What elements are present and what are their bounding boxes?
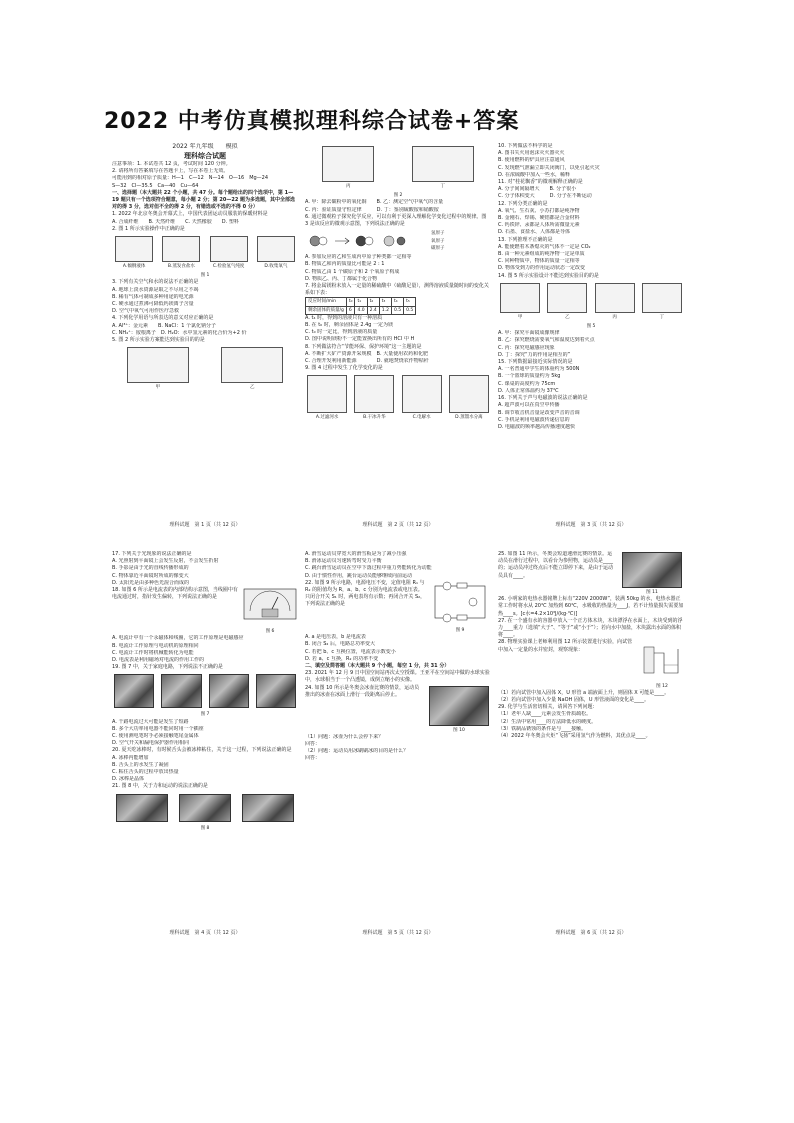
option: D. 太阳光是由多种色光混合而成的: [112, 579, 190, 586]
fig-caption: 图 12: [656, 683, 668, 689]
option: C. 分子体积变大 D. 分子在不断运动: [498, 193, 592, 200]
option: C. NH₄⁺：铵根离子 D. H₂O：水中氢元素的化合价为+2 价: [112, 329, 247, 336]
molecule-diagram: [305, 230, 491, 252]
option: D. 丁：探究“力的作用是相互的”: [498, 351, 571, 358]
p3-q13: 13. 下列推理不正确的是: [498, 236, 553, 243]
p3-q14: 14. 图 5 所示实验设计不能达到实验目的的是: [498, 272, 599, 279]
option: A. 氧气、生石灰、小苏打都是纯净物: [498, 207, 580, 214]
page-footer: 理科试题 第 4 页（共 12 页）: [169, 929, 241, 936]
p1-note: S—32 Cl—35.5 Ca—40 Cu—64: [112, 182, 199, 189]
fig-label: A.倾倒液体: [122, 264, 146, 270]
option: B. 滑冰运动员匀速转弯时受力平衡: [305, 558, 382, 565]
fig-label: B.蒸发食盐水: [167, 264, 195, 270]
fig-caption: 图 6: [265, 629, 275, 635]
option: C. 丙：验证质量守恒定律 D. 丁：鉴别硫酸铵和硝酸铵: [305, 206, 439, 213]
p4-q18-block: [112, 587, 298, 635]
option: C. 丙：探究电磁感应现象: [498, 344, 555, 351]
option: A. 甲：探究平面镜成像规律: [498, 330, 560, 337]
fig-label: D.蒸馏水分离: [455, 415, 483, 421]
mirror-figure: [500, 283, 540, 313]
page-footer: 理科试题 第 5 页（共 12 页）: [362, 929, 434, 936]
appliance-photo: [161, 674, 201, 708]
fig-caption: 图 7: [200, 712, 210, 718]
p6-q29: 29. 化学与生活密切相关，请回答下列问题：: [498, 704, 598, 711]
p6-q28: 28. 物理实验课上老师利用图 12 所示装置进行实验，向试管中加入一定量的水并密封，观察现象：: [498, 639, 633, 653]
p2-q8: 8. 下列做法符合“节能环保、保护环境”这一主题的是: [305, 343, 422, 350]
p6-q28-block: [498, 639, 684, 689]
option: D. 冰棒是晶体: [112, 776, 145, 783]
fig-caption: 图 5: [586, 324, 596, 330]
appliance-photo: [114, 674, 154, 708]
fig-label: 甲: [155, 385, 160, 391]
option: C. 同种物质中，物体的质量一定相等: [498, 258, 580, 265]
speed-skating-photo: [622, 552, 682, 588]
page-2: [305, 143, 491, 529]
apparatus-figure: [221, 347, 283, 383]
dry-ice-figure: [354, 375, 394, 413]
p1-q5-figures: [112, 346, 298, 391]
fig-label: 乙: [565, 314, 570, 320]
fig-label: D.收集氧气: [264, 264, 288, 270]
fig-label: C.电解水: [412, 415, 431, 421]
table-cell: 2.4: [367, 306, 379, 314]
option: B. 物质乙和丙的质量比可能是 2 : 1: [305, 261, 385, 268]
option: A. 一名普通中学生的体重约为 500N: [498, 366, 580, 373]
option: C. 若把 b、c 互换位置，电流表示数变小: [305, 648, 396, 655]
option: B. 手影是由于光的直线传播形成的: [112, 565, 189, 572]
option: B. 闭合 S₂ 后，电路总功率变大: [305, 641, 375, 648]
sub-question: （2）若向试管中加入少量 NaOH 固体，U 形管液面的变化是____。: [498, 697, 650, 704]
option: C. 手机是利用电磁波传递信息的: [498, 416, 570, 423]
fig-label: 丙: [346, 184, 351, 189]
pour-liquid-figure: [115, 236, 153, 262]
option: B. 舌头上的水发生了凝固: [112, 761, 169, 768]
u-tube-apparatus-icon: [640, 639, 684, 679]
option: D. 图中说明镁粉不一定能置换出所有的 HCl 中 H: [305, 336, 415, 343]
p4-q20: 20. 夏天吃冰棒时，有时候舌头会被冰棒粘住，关于这一过程，下列说法正确的是: [112, 747, 292, 754]
option: A. 能使燃着木条熄灭的气体不一定是 CO₂: [498, 243, 591, 250]
option: C. 物质乙由 1 个碳原子和 2 个氧原子构成: [305, 268, 400, 275]
p1-note: 注意事项：1. 本试卷共 12 页，考试时间 120 分钟。: [112, 161, 231, 167]
p4-q19-figures: [112, 673, 298, 709]
table-cell: 1.2: [379, 306, 391, 314]
p2-q6: 6. 通过微观粒子探究化学反应，可以有利于更深入理解化学变化过程中的规律。图 3 是该反应的微观示意图，下列说法正确的是: [305, 213, 487, 228]
option: C. 电流计工作时将机械能转化为电能: [112, 649, 194, 656]
sub-question: 回答：: [305, 755, 321, 762]
p1-section-title: 一、选择题（本大题共 22 个小题，共 47 分。每个题给出的四个选项中，第 1—19 题只有一个选项符合题意，每小题 2 分；第 20—22 题为多选题，其中全部选对的得 3 分，选对但不全的得 2 分，有错选或不选的不得 0 分）: [112, 189, 296, 211]
ammeter-icon: [242, 587, 298, 625]
table-cell: t₅: [404, 298, 416, 306]
p4-q18: 18. 如图 6 所示是电流表的内部结构示意图，当线圈中有电流通过时，指针发生偏转，下列说法正确的是: [112, 587, 238, 601]
collect-oxygen-figure: [257, 236, 295, 262]
evaporate-figure: [162, 236, 200, 262]
p1-q3: 3. 下列有关空气和水的说法不正确的是: [112, 279, 199, 286]
p5-q22: 22. 如图 9 所示电路，电源电压不变，定值电阻 R₁ 与 R₂ 的阻值均为 R，a、b、c 分别为电流表或电压表。只闭合开关 S₁ 时，两电表均有示数；再闭合开关 S₂，下列说法正确的是: [305, 579, 426, 608]
option: C. 硬水通过煮沸可降低钙镁离子含量: [112, 301, 194, 308]
sub-question: （2）问题：运动员用冰刷刷冰的目的是什么？: [305, 748, 409, 755]
fig-label: 甲: [517, 314, 523, 320]
hydrogen-test-figure: [210, 236, 248, 262]
table-cell: 4.0: [355, 306, 367, 314]
fig-caption: 图 10: [453, 727, 465, 733]
table-cell: 6: [346, 306, 355, 314]
page-6: [498, 551, 684, 937]
document-title: 2022 中考仿真模拟理科综合试卷+答案: [104, 109, 520, 134]
option: C. 跳台滑雪运动员在空中下落过程中重力势能转化为动能: [305, 565, 432, 572]
exam-pages-grid: [112, 143, 684, 940]
p1-q2-figures: [112, 235, 298, 270]
sub-question: （1）问题：冰壶为什么会停下来？: [305, 733, 384, 740]
table-cell: 0.5: [391, 306, 403, 314]
p4-q21: 21. 图 8 中，关于力和运动的说法正确的是: [112, 783, 208, 790]
option: D. 电流表是利用磁场对电流的作用工作的: [112, 657, 205, 664]
table-cell: 剩余固体的质量/g: [306, 306, 347, 314]
option: C. 发现燃气泄漏立即关闭阀门，以免引起火灾: [498, 164, 600, 171]
option: B. 使用燃料的炉具应注意通风: [498, 157, 565, 164]
sub-question: （4）2022 年冬奥会火炬“飞扬”采用氢气作为燃料，其优点是____。: [498, 733, 651, 740]
option: D. 若 a、c 互换，R₂ 的功率不变: [305, 655, 379, 662]
p1-note: 可能用到的相对原子质量：H—1 C—12 N—14 O—16 Mg—24: [112, 175, 269, 182]
fig-caption: 图 2: [393, 193, 403, 199]
option: D. 石墨、食盐水、人体都是导体: [498, 229, 571, 236]
option: B. 一个篮球的质量约为 5kg: [498, 373, 561, 380]
legend-item: 氢原子: [431, 231, 445, 237]
p1-header: 2022 年九年级 模拟: [172, 143, 238, 150]
p2-q7: 7. 将金属镁粉末放入一定量的稀硫酸中（硫酸足量），测得溶液质量随时间的变化关系如下表：: [305, 283, 489, 297]
ski-photo: [116, 794, 168, 822]
skate-photo: [179, 794, 231, 822]
combustion-figure: [547, 283, 587, 313]
option: B. 稀有气体可制成多种用途的电光源: [112, 293, 194, 300]
option: C. 合理开发利用新能源 D. 就地焚烧农作物秸秆: [305, 358, 429, 365]
fig-label: 乙: [250, 385, 255, 391]
p3-q11: 11. 对“桂花飘香”的微观解释正确的是: [498, 179, 583, 186]
fig-label: 丁: [659, 314, 665, 320]
option: B. 由一种元素组成的纯净物一定是单质: [498, 251, 585, 258]
option: A. 不断扩大矿产资源开采规模 B. 大量使用农药和化肥: [305, 350, 429, 357]
option: A. 参加反应的乙和生成丙中原子种类都一定相等: [305, 254, 412, 261]
page-footer: 理科试题 第 6 页（共 12 页）: [555, 929, 627, 936]
page-4: [112, 551, 298, 937]
appliance-photo: [209, 674, 249, 708]
page-5: [305, 551, 491, 937]
p6-q27: 27. 在一个盛有水的容器中放入一个正方体木块，木块漂浮在水面上，木块受到的浮力____重力（选填“大于”、“等于”或“小于”）；若向水中加盐，木块露出水面的体积将____。: [498, 617, 683, 639]
p1-q4: 4. 下列化学用语与所表达的意义对应正确的是: [112, 315, 214, 322]
filter-figure: [307, 375, 347, 413]
reaction-data-table: [305, 297, 416, 314]
p2-top-figures: [305, 145, 491, 190]
option: A. a 是电压表，b 是电流表: [305, 634, 366, 641]
p2-q9: 9. 图 4 过程中发生了化学变化的是: [305, 365, 383, 372]
option: C. 钙铁锌、汞都是人体所需微量元素: [498, 222, 580, 229]
electrolysis-figure: [402, 375, 442, 413]
option: D. 人体正常体温约为 37℃: [498, 387, 559, 394]
page-3: [498, 143, 684, 529]
legend-item: 氧原子: [431, 238, 445, 244]
balance-figure: [322, 146, 374, 182]
sub-question: （1）老年人缺____元素会发生骨质疏松。: [498, 711, 592, 718]
table-cell: t₃: [379, 298, 391, 306]
fig-label: C.检验氢气纯度: [212, 264, 245, 270]
p1-q2: 2. 图 1 所示实验操作中正确的是: [112, 225, 185, 232]
sub-question: （3）铁制品锈蚀的条件是与____接触。: [498, 725, 587, 732]
fig-caption: 图 8: [200, 825, 210, 831]
ski-jump-photo: [242, 794, 294, 822]
fig-label: 丙: [612, 314, 617, 320]
legend-item: 碳原子: [431, 245, 445, 251]
p4-q17: 17. 下列关于光现象的说法正确的是: [112, 551, 192, 557]
option: D. 在浓硫酸中加入一些水，稀释: [498, 171, 571, 178]
option: B. 乙：探究燃烧需要氧气和温度达到着火点: [498, 337, 595, 344]
option: A. 甲：除去碳粉中的氧化铜 B. 乙：测定空气中氧气的含量: [305, 199, 444, 206]
p3-q16: 16. 下列关于声与电磁波的说法正确的是: [498, 395, 588, 402]
p4-q19: 19. 图 7 中，关于家庭电路，下列说法不正确的是: [112, 664, 223, 671]
p3-q10: 10. 下列做法不科学的是: [498, 143, 553, 149]
option: A. Al³⁺：金元素 B. NaCl：1 个氯化钠分子: [112, 322, 217, 329]
option: D. 电磁波的频率越高传播速度越快: [498, 423, 576, 430]
p6-q26: 26. 小明家的电热水器铭牌上标有“220V 2000W”，装满 50kg 的水，电热水器正常工作时将水从 20℃ 加热到 60℃，水吸收的热量为____J，若不计热量损失需要加热____s。[c水=4.2×10³J/(kg·℃)]: [498, 596, 684, 617]
fig-caption: 图 9: [455, 628, 465, 634]
option: A. 滑雪运动员穿宽大的滑雪板是为了减小压强: [305, 551, 407, 557]
fig-label: B.干冰升华: [363, 415, 386, 421]
fig-label: A.过滤河水: [315, 415, 339, 421]
option: B. 电流计工作原理与电动机的原理相同: [112, 642, 199, 649]
option: A. 光照射到平面镜上会发生反射，不会发生折射: [112, 558, 219, 565]
option: A. 干路电流过大可能是发生了短路: [112, 718, 189, 725]
sub-question: （1）若向试管中加入固体 X，U 形管 a 端液面上升，则固体 X 可能是____。: [498, 689, 670, 696]
p1-q5: 5. 图 2 所示实验方案能达到实验目的的是: [112, 337, 205, 344]
washing-machine-photo: [256, 674, 296, 708]
option: B. 调节收音机音量是改变声音的音调: [498, 409, 580, 416]
option: D. 物体受到力的作用运动状态一定改变: [498, 265, 586, 272]
option: C. t₀ 时一定比，得到溶液的质量: [305, 329, 378, 336]
option: B. 金刚石、焊锡、硬铝都是合金材料: [498, 215, 580, 222]
page-footer: 理科试题 第 1 页（共 12 页）: [169, 521, 241, 528]
page-1: [112, 143, 298, 529]
table-cell: t₁: [355, 298, 367, 306]
fig-label: 丁: [440, 184, 445, 189]
p3-q15: 15. 下列数据最接近实际情况的是: [498, 359, 573, 366]
page-footer: 理科试题 第 3 页（共 12 页）: [555, 521, 627, 528]
fig-caption: 图 11: [646, 590, 658, 595]
table-cell: 0.5: [404, 306, 416, 314]
option: A. 地球上淡水资源是取之不尽用之不竭: [112, 286, 199, 293]
option: C. 课桌的高度约为 75cm: [498, 380, 556, 387]
option: A. 超声波可以在真空中传播: [498, 402, 560, 409]
option: B. 在 t₀ 时，剩余固体是 2.4g 一定为镁: [305, 322, 394, 329]
option: C. 粘住舌头的过程中放出热量: [112, 769, 179, 776]
beakers-figure: [412, 146, 474, 182]
option: A. 图书失火用泡沫灭火器灭火: [498, 150, 565, 157]
option: A. 分子间间隔增大 B. 分子很小: [498, 186, 577, 193]
page-footer: 理科试题 第 2 页（共 12 页）: [362, 521, 434, 528]
option: D. 空气开关和漏电保护器作用相同: [112, 740, 190, 747]
option: D. 空气中氧气可用作医疗急救: [112, 308, 180, 315]
p1-exam-name: 理科综合试题: [184, 152, 226, 160]
table-cell: 反应时间/min: [306, 298, 347, 306]
p5-q23: 23. 2021 年 12 月 9 日中国空间站再次太空授课。王亚平在空间站中做的水球实验中，水球相当于一个凸透镜，成倒立缩小的实像。: [305, 670, 490, 684]
table-cell: t₂: [367, 298, 379, 306]
p1-q1: 1. 2022 年北京冬奥会开幕式上，中国代表团运动员服装的保暖材料是: [112, 211, 268, 218]
force-figure: [642, 283, 682, 313]
option: D. 物质乙、丙、丁都属于化合物: [305, 275, 378, 282]
option: D. 由于惯性作用，跳台运动员能够继续向前运动: [305, 572, 413, 579]
induction-figure: [595, 283, 635, 313]
sub-question: （2）生活中常用____的方法降低水的硬度。: [498, 718, 597, 725]
distill-figure: [449, 375, 489, 413]
option: C. 物体靠近平面镜时所成的像变大: [112, 572, 189, 579]
option: C. 使用测电笔时手必须接触笔尾金属体: [112, 733, 199, 740]
p5-section-title: 二、填空及简答题（本大题共 9 个小题，每空 1 分，共 31 分）: [305, 663, 450, 670]
p6-q25-block: [498, 551, 684, 596]
p5-q24: 24. 如图 10 所示是冬奥会冰壶比赛的情景，运动员推出的冰壶在冰面上滑行一段距离后停止。: [305, 684, 420, 698]
p3-q12: 12. 下列分类正确的是: [498, 200, 548, 207]
fig-caption: 图 1: [200, 273, 210, 279]
sub-question: 回答：: [305, 741, 321, 748]
molecule-icon: [305, 230, 425, 252]
circuit-diagram-icon: [429, 580, 491, 624]
p1-q1-options: A. 合成纤维 B. 天然纤维 C. 天然橡胶 D. 塑料: [112, 218, 239, 225]
p5-q24-block: [305, 685, 491, 734]
p3-q14-figures: [498, 282, 684, 321]
option: A. t₄ 时，得到的溶液只有一种溶质: [305, 314, 383, 321]
p4-q21-figures: [112, 793, 298, 823]
option: A. 电流计中有一个永磁体和线圈，它的工作原理是电磁感应: [112, 635, 244, 642]
p6-q25: 25. 如图 11 所示，冬奥会短道速滑比赛的情景。运动员在滑行过程中，以看台为参照物，运动员是____的；运动员冲过终点后不能立即停下来，是由于运动员具有____。: [498, 551, 614, 579]
option: A. 冰棒内能增加: [112, 754, 149, 761]
curling-photo: [429, 686, 489, 726]
table-cell: t₄: [391, 298, 403, 306]
table-cell: t₀: [346, 298, 355, 306]
p2-q9-figures: [305, 374, 491, 421]
p1-note: 2. 请将所有答案填写在答题卡上，写在本卷上无效。: [112, 168, 229, 175]
apparatus-figure: [127, 347, 189, 383]
p5-q22-block: [305, 580, 491, 634]
option: B. 多个大功率用电器不能同时用一个插座: [112, 725, 204, 732]
